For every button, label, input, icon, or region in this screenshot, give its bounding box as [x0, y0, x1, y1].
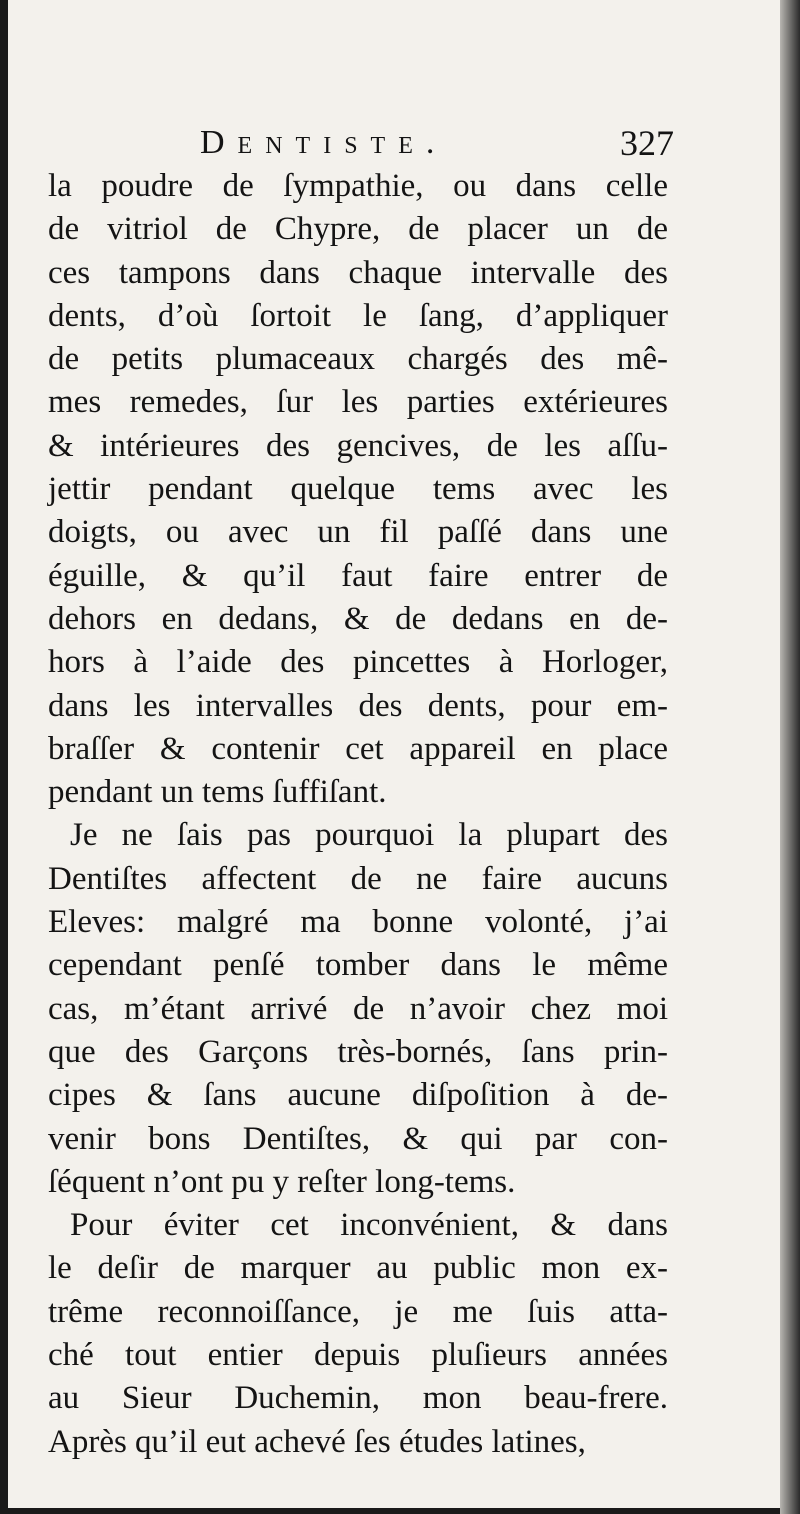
text-line: braſſer & contenir cet appareil en place — [48, 730, 668, 767]
text-line: de vitriol de Chypre, de placer un de — [48, 211, 668, 248]
text-line: au Sieur Duchemin, mon beau-frere. — [48, 1380, 668, 1417]
page-number: 327 — [620, 123, 674, 163]
text-line: Dentiſtes affectent de ne faire aucuns — [48, 860, 668, 897]
text-line: dents, d’où ſortoit le ſang, d’appliquer — [48, 297, 668, 334]
body-text — [48, 165, 668, 1464]
text-line: venir bons Dentiſtes, & qui par con- — [48, 1120, 668, 1157]
text-line: cipes & ſans aucune diſpoſition à de- — [48, 1077, 668, 1114]
text-line: le deſir de marquer au public mon ex- — [48, 1250, 668, 1287]
page-edge-shadow — [780, 0, 800, 1514]
text-line: la poudre de ſympathie, ou dans celle — [48, 168, 668, 204]
text-line: Eleves: malgré ma bonne volonté, j’ai — [48, 904, 668, 941]
text-line: Après qu’il eut achevé ſes études latines, — [48, 1423, 586, 1460]
text-line: Pour éviter cet inconvénient, & dans — [70, 1207, 668, 1244]
text-line: ſéquent n’ont pu y reſter long-tems. — [48, 1163, 516, 1200]
paragraph — [48, 1204, 668, 1464]
text-line: pendant un tems ſuffiſant. — [48, 774, 387, 811]
text-line: jettir pendant quelque tems avec les — [48, 471, 668, 508]
text-line: cependant penſé tomber dans le même — [48, 947, 668, 984]
running-head: Dentiste. — [200, 124, 448, 161]
text-line: doigts, ou avec un fil paſſé dans une — [48, 514, 668, 551]
page-header — [8, 118, 780, 168]
text-line: dans les intervalles des dents, pour em- — [48, 687, 668, 724]
text-line: hors à l’aide des pincettes à Horloger, — [48, 644, 668, 681]
text-line: & intérieures des gencives, de les aſſu- — [48, 427, 668, 464]
text-line: éguille, & qu’il faut faire entrer de — [48, 557, 668, 594]
text-line: mes remedes, ſur les parties extérieures — [48, 384, 668, 421]
text-line: que des Garçons très-bornés, ſans prin- — [48, 1033, 668, 1070]
text-line: ces tampons dans chaque intervalle des — [48, 254, 668, 291]
text-line: trême reconnoiſſance, je me ſuis atta- — [48, 1293, 668, 1330]
text-line: cas, m’étant arrivé de n’avoir chez moi — [48, 990, 668, 1027]
book-page — [8, 0, 780, 1508]
text-line: Je ne ſais pas pourquoi la plupart des — [70, 817, 668, 854]
text-line: de petits plumaceaux chargés des mê- — [48, 341, 668, 378]
paragraph — [48, 814, 668, 1204]
paragraph — [48, 165, 668, 814]
text-line: ché tout entier depuis pluſieurs années — [48, 1337, 668, 1374]
text-line: dehors en dedans, & de dedans en de- — [48, 600, 668, 637]
